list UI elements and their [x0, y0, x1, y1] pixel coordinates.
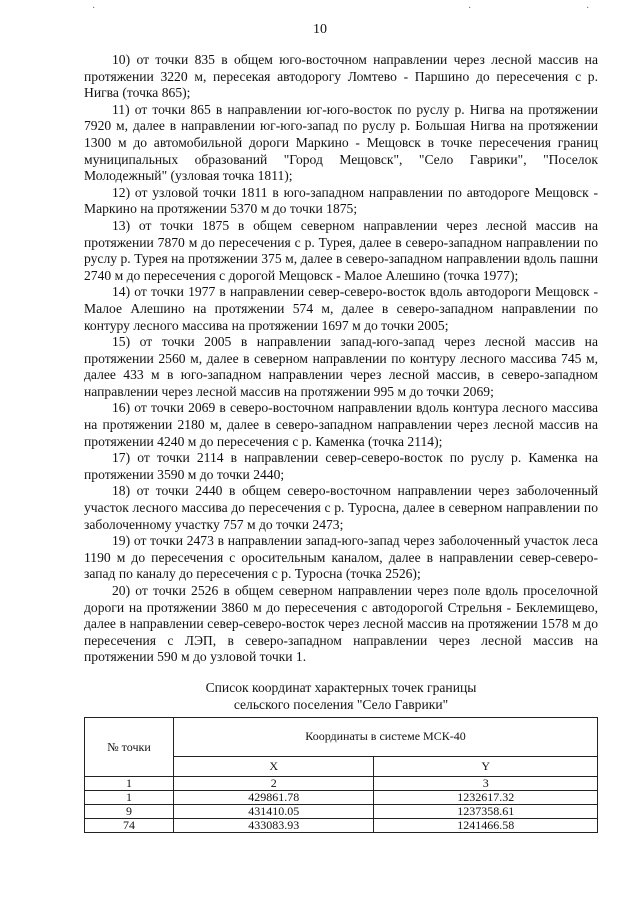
coordinates-list-title [84, 680, 598, 713]
table-row [85, 819, 598, 833]
header-coordinate-system: Координаты в системе МСК-40 [174, 718, 598, 757]
paragraph-19: 19) от точки 2473 в направлении запад-юго-запад через заболоченный участок леса 1190 м до пересечения с оросительным каналом, далее в направлении север-северо-запад по каналу до пересечения с р. Туросна (точка 2526); [84, 533, 598, 582]
point-cell: 74 [85, 819, 174, 833]
table-header-row [85, 718, 598, 757]
x-cell: 431410.05 [174, 805, 374, 819]
paragraph-10: 10) от точки 835 в общем юго-восточном направлении через лесной массив на протяжении 3220 м, пересекая автодорогу Ломтево - Паршино до пересечения с р. Нигва (точка 865); [84, 52, 598, 101]
table-row [85, 791, 598, 805]
scan-speck: · [586, 3, 590, 14]
column-index-row [85, 777, 598, 791]
x-cell: 429861.78 [174, 791, 374, 805]
document-body [84, 52, 598, 713]
coordinates-table [84, 717, 598, 833]
paragraph-14: 14) от точки 1977 в направлении север-северо-восток вдоль автодороги Мещовск - Малое Алешино на протяжении 574 м, далее в северо-западном направлении по контуру лесного массива на протяжении 1697 м до точки 2005; [84, 284, 598, 333]
header-x: X [174, 756, 374, 776]
table-row [85, 805, 598, 819]
paragraph-16: 16) от точки 2069 в северо-восточном направлении вдоль контура лесного массива на протяжении 2180 м, далее в северо-западном направлении через лесной массив на протяжении 4240 м до пересечения с р. Каменка (точка 2114); [84, 400, 598, 449]
y-cell: 1232617.32 [374, 791, 598, 805]
x-cell: 433083.93 [174, 819, 374, 833]
paragraph-12: 12) от узловой точки 1811 в юго-западном направлении по автодороге Мещовск - Маркино на протяжении 5370 м до точки 1875; [84, 184, 598, 217]
list-title-line-2: сельского поселения "Село Гаврики" [233, 696, 449, 712]
point-cell: 9 [85, 805, 174, 819]
paragraph-11: 11) от точки 865 в направлении юг-юго-восток по руслу р. Нигва на протяжении 7920 м, далее в направлении юг-юго-запад по руслу р. Большая Нигва на протяжении 1300 м до автомобильной дороги Маркино - Мещовск в точке пересечения границ муниципальных образований "Город Мещовск", "Село Гаврики", "Поселок Молодежный" (узловая точка 1811); [84, 101, 598, 184]
paragraph-15: 15) от точки 2005 в направлении запад-юго-запад через лесной массив на протяжении 2560 м, далее в северном направлении по контуру лесного массива 745 м, далее 433 м в юго-западном направлении через лесной массив, в северо-западном направлении через лесной массив на протяжении 995 м до точки 2069; [84, 334, 598, 399]
y-cell: 1237358.61 [374, 805, 598, 819]
y-cell: 1241466.58 [374, 819, 598, 833]
column-index-cell: 1 [85, 777, 174, 791]
column-index-cell: 2 [174, 777, 374, 791]
scan-speck: · [92, 3, 96, 14]
list-title-line-1: Список координат характерных точек границы [205, 679, 477, 695]
paragraph-20: 20) от точки 2526 в общем северном направлении через поле вдоль проселочной дороги на протяжении 3860 м до пересечения с автодорогой Стрельня - Беклемищево, далее в направлении север-северо-восток через лесной массив на протяжении 1578 м до пересечения с ЛЭП, в северо-западном направлении через лесной массив на протяжении 590 м до узловой точки 1. [84, 583, 598, 665]
header-point-number: № точки [85, 718, 174, 777]
column-index-cell: 3 [374, 777, 598, 791]
paragraph-17: 17) от точки 2114 в направлении север-северо-восток по руслу р. Каменка на протяжении 3590 м до точки 2440; [84, 450, 598, 482]
header-y: Y [374, 756, 598, 776]
paragraph-18: 18) от точки 2440 в общем северо-восточном направлении через заболоченный участок лесного массива до пересечения с р. Туросна, далее в северном направлении по заболоченному участку 757 м до точки 2473; [84, 483, 598, 532]
paragraph-13: 13) от точки 1875 в общем северном направлении через лесной массив на протяжении 7870 м до пересечения с р. Турея, далее в северо-западном направлении по руслу р. Турея на протяжении 375 м, далее в северо-западном направлении вдоль пашни 2740 м до пересечения с дорогой Мещовск - Малое Алешино (точка 1977); [84, 217, 598, 283]
page-number: 10 [313, 22, 327, 37]
scan-speck: · [468, 3, 472, 14]
point-cell: 1 [85, 791, 174, 805]
